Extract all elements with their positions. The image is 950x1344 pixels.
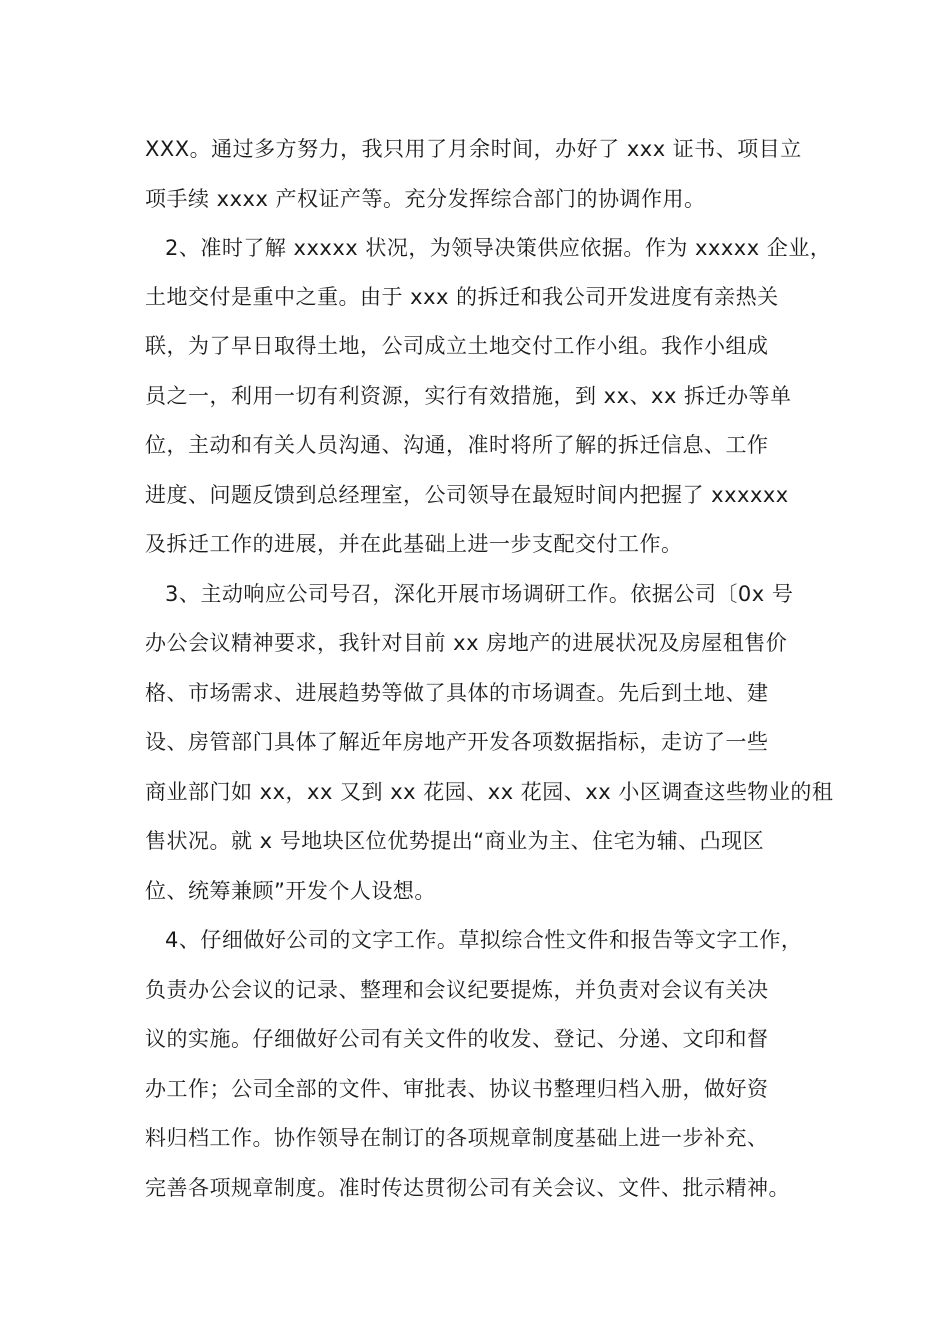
text-line: 位，主动和有关人员沟通、沟通，准时将所了解的拆迁信息、工作 [145,433,769,457]
text-line: 办公会议精神要求，我针对目前 xx 房地产的进展状况及房屋租售价 [145,631,788,655]
text-line: 位、统筹兼顾”开发个人设想。 [145,879,436,903]
text-line: 及拆迁工作的进展，并在此基础上进一步支配交付工作。 [145,532,683,556]
text-line: 格、市场需求、进展趋势等做了具体的市场调查。先后到土地、建 [145,681,769,705]
text-line: XXX。通过多方努力，我只用了月余时间，办好了 xxx 证书、项目立 [145,137,802,161]
text-line: 员之一，利用一切有利资源，实行有效措施，到 xx、xx 拆迁办等单 [145,384,792,408]
paragraph-4-first-line: 4、仔细做好公司的文字工作。草拟综合性文件和报告等文字工作， [165,928,803,952]
text-line: 议的实施。仔细做好公司有关文件的收发、登记、分递、文印和督 [145,1027,769,1051]
text-line: 商业部门如 xx，xx 又到 xx 花园、xx 花园、xx 小区调查这些物业的租 [145,780,834,804]
text-line: 售状况。就 x 号地块区位优势提出“商业为主、住宅为辅、凸现区 [145,829,765,853]
text-line: 料归档工作。协作领导在制订的各项规章制度基础上进一步补充、 [145,1126,769,1150]
text-line: 联，为了早日取得土地，公司成立土地交付工作小组。我作小组成 [145,334,769,358]
paragraph-3-first-line: 3、主动响应公司号召，深化开展市场调研工作。依据公司〔0x 号 [165,582,794,606]
text-line: 土地交付是重中之重。由于 xxx 的拆迁和我公司开发进度有亲热关 [145,285,779,309]
text-line: 设、房管部门具体了解近年房地产开发各项数据指标，走访了一些 [145,730,769,754]
text-line: 办工作；公司全部的文件、审批表、协议书整理归档入册，做好资 [145,1077,769,1101]
text-line: 进度、问题反馈到总经理室，公司领导在最短时间内把握了 xxxxxx [145,483,789,507]
paragraph-2-first-line: 2、准时了解 xxxxx 状况，为领导决策供应依据。作为 xxxxx 企业， [165,236,832,260]
text-line: 项手续 xxxx 产权证产等。充分发挥综合部门的协调作用。 [145,187,706,211]
text-line: 负责办公会议的记录、整理和会议纪要提炼，并负责对会议有关决 [145,978,769,1002]
text-line: 完善各项规章制度。准时传达贯彻公司有关会议、文件、批示精神。 [145,1176,790,1200]
